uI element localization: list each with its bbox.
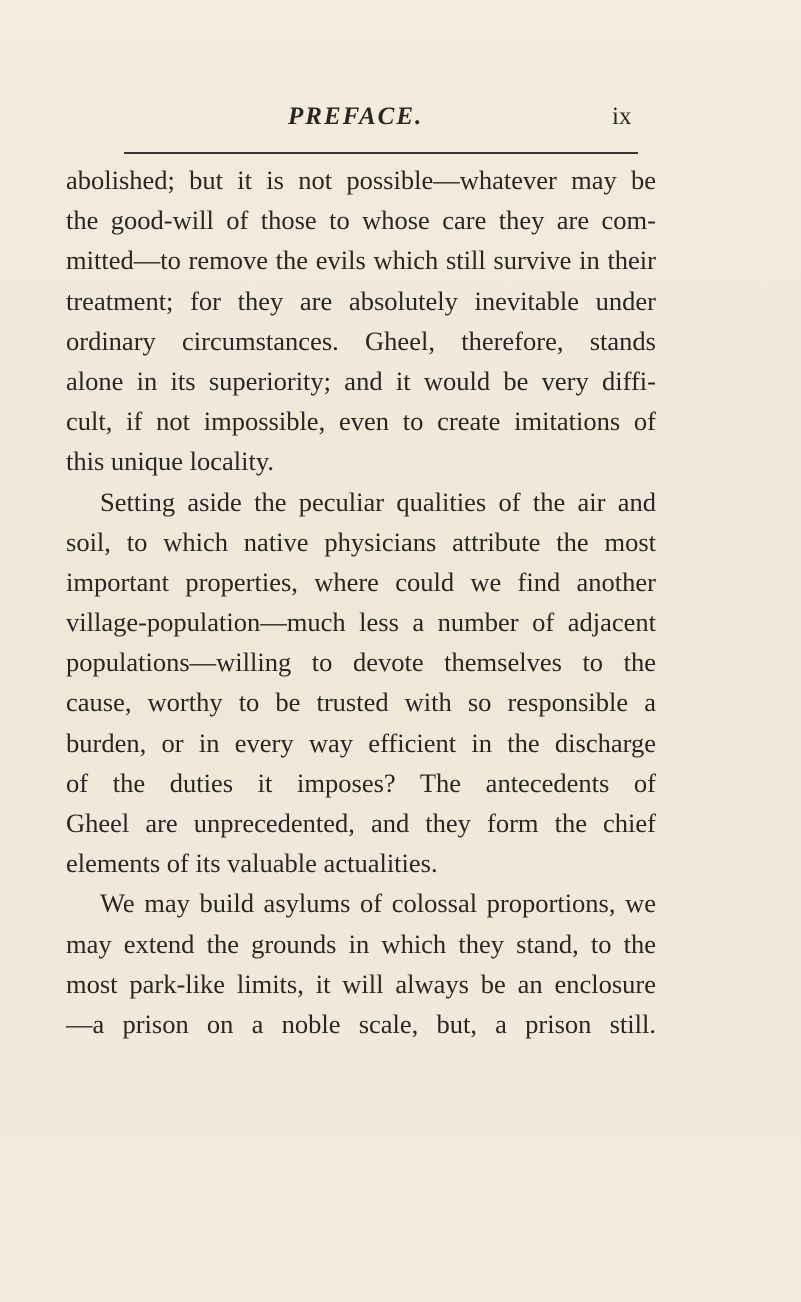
text-line: cult, if not impossible, even to create imitations of (66, 406, 656, 437)
text-line: the good-will of those to whose care they are com- (66, 205, 656, 236)
text-line: Gheel are unprecedented, and they form the chief (66, 808, 656, 838)
text-line: village-population—much less a number of adjacent (66, 607, 656, 638)
text-line: ordinary circumstances. Gheel, therefore, stands (66, 325, 656, 356)
running-head (0, 103, 801, 139)
text-line: abolished; but it is not possible—whatever may be (66, 165, 656, 195)
body-text (66, 160, 656, 1044)
text-line: —a prison on a noble scale, but, a prison still. (66, 1008, 656, 1039)
text-line: most park-like limits, it will always be an enclosure (66, 968, 656, 999)
text-line: may extend the grounds in which they stand, to the (66, 928, 656, 959)
paragraph-first-line: We may build asylums of colossal proportions, we (100, 888, 656, 919)
text-line: elements of its valuable actualities. (66, 848, 438, 879)
text-line: burden, or in every way efficient in the discharge (66, 727, 656, 758)
text-line: of the duties it imposes? The antecedents of (66, 767, 656, 798)
paragraph-first-line: Setting aside the peculiar qualities of the air and (100, 486, 656, 517)
text-line: soil, to which native physicians attribute the most (66, 526, 656, 557)
header-rule (124, 152, 638, 154)
page-number: ix (612, 103, 632, 130)
running-title: PREFACE. (288, 103, 424, 130)
text-line: this unique locality. (66, 446, 275, 477)
text-line: cause, worthy to be trusted with so responsible a (66, 687, 656, 718)
text-line: important properties, where could we find another (66, 566, 656, 597)
text-line: populations—willing to devote themselves to the (66, 647, 656, 678)
text-line: mitted—to remove the evils which still survive in their (66, 245, 656, 276)
text-line: treatment; for they are absolutely inevitable under (66, 285, 656, 316)
text-line: alone in its superiority; and it would be very diffi- (66, 365, 656, 396)
